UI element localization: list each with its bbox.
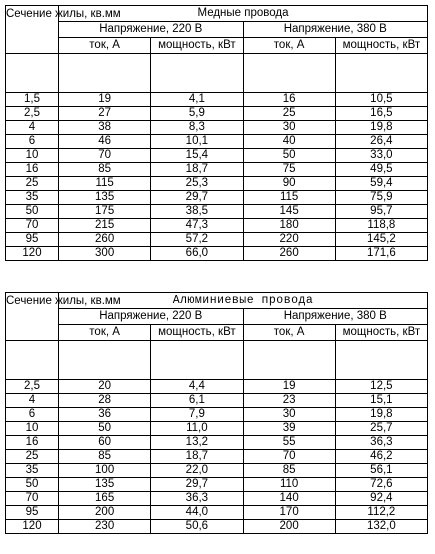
copper-power-380-cell: 26,4 xyxy=(335,135,427,149)
aluminum-section-cell: 6 xyxy=(6,408,59,422)
copper-table-row xyxy=(6,149,428,163)
copper-section-cell: 6 xyxy=(6,135,59,149)
copper-power-220-cell: 8,3 xyxy=(151,121,243,135)
copper-current-380-cell: 75 xyxy=(243,163,335,177)
aluminum-power-220-cell: 4,4 xyxy=(151,380,243,394)
copper-table-row xyxy=(6,247,428,261)
copper-section-cell: 50 xyxy=(6,205,59,219)
aluminum-table-row xyxy=(6,422,428,436)
copper-current-220-cell: 70 xyxy=(59,149,151,163)
copper-power-380-cell: 118,8 xyxy=(335,219,427,233)
aluminum-section-cell: 70 xyxy=(6,492,59,506)
aluminum-current-220-cell: 135 xyxy=(59,478,151,492)
copper-current-380-cell: 50 xyxy=(243,149,335,163)
aluminum-section-cell: 50 xyxy=(6,478,59,492)
aluminum-header-row-2 xyxy=(6,309,428,325)
aluminum-current-380-cell: 85 xyxy=(243,464,335,478)
copper-current-220-cell: 175 xyxy=(59,205,151,219)
copper-table-row xyxy=(6,163,428,177)
copper-table-row xyxy=(6,219,428,233)
copper-voltage-220: Напряжение, 220 В xyxy=(59,22,244,38)
aluminum-power-220-cell: 22,0 xyxy=(151,464,243,478)
aluminum-section-cell: 25 xyxy=(6,450,59,464)
aluminum-section-cell: 2,5 xyxy=(6,380,59,394)
copper-power-380-cell: 49,5 xyxy=(335,163,427,177)
aluminum-spacer-row xyxy=(6,341,428,380)
copper-power-220-cell: 29,7 xyxy=(151,191,243,205)
copper-section-cell: 2,5 xyxy=(6,107,59,121)
copper-power-220-cell: 47,3 xyxy=(151,219,243,233)
aluminum-current-380-cell: 140 xyxy=(243,492,335,506)
copper-power-220-cell: 15,4 xyxy=(151,149,243,163)
aluminum-current-220-cell: 60 xyxy=(59,436,151,450)
copper-section-cell: 95 xyxy=(6,233,59,247)
copper-section-cell: 10 xyxy=(6,149,59,163)
copper-section-cell: 120 xyxy=(6,247,59,261)
aluminum-spacer-cell xyxy=(6,341,59,380)
aluminum-power-220-cell: 50,6 xyxy=(151,520,243,534)
copper-power-220-cell: 18,7 xyxy=(151,163,243,177)
copper-power-380-cell: 10,5 xyxy=(335,93,427,107)
aluminum-section-cell: 95 xyxy=(6,506,59,520)
aluminum-header-row-3 xyxy=(6,325,428,341)
aluminum-current-380-cell: 55 xyxy=(243,436,335,450)
copper-current-220-cell: 260 xyxy=(59,233,151,247)
copper-spacer-cell xyxy=(151,54,243,93)
aluminum-voltage-380: Напряжение, 380 В xyxy=(243,309,428,325)
copper-spacer-cell xyxy=(243,54,335,93)
aluminum-current-380-cell: 39 xyxy=(243,422,335,436)
aluminum-table-row xyxy=(6,450,428,464)
copper-power-220-cell: 10,1 xyxy=(151,135,243,149)
copper-title: Медные провода xyxy=(59,6,428,22)
copper-current-380-cell: 25 xyxy=(243,107,335,121)
aluminum-power-380-header: мощность, кВт xyxy=(335,325,427,341)
aluminum-power-220-cell: 13,2 xyxy=(151,436,243,450)
copper-current-220-cell: 215 xyxy=(59,219,151,233)
copper-power-220-cell: 57,2 xyxy=(151,233,243,247)
copper-power-220-cell: 66,0 xyxy=(151,247,243,261)
copper-table-row xyxy=(6,107,428,121)
aluminum-current-380-cell: 19 xyxy=(243,380,335,394)
aluminum-power-220-cell: 29,7 xyxy=(151,478,243,492)
aluminum-current-220-cell: 230 xyxy=(59,520,151,534)
copper-table-row xyxy=(6,177,428,191)
aluminum-table-row xyxy=(6,394,428,408)
aluminum-power-380-cell: 72,6 xyxy=(335,478,427,492)
copper-current-380-cell: 90 xyxy=(243,177,335,191)
aluminum-current-220-cell: 28 xyxy=(59,394,151,408)
aluminum-power-380-cell: 15,1 xyxy=(335,394,427,408)
aluminum-voltage-220: Напряжение, 220 В xyxy=(59,309,244,325)
copper-spacer-cell xyxy=(6,54,59,93)
aluminum-current-220-cell: 165 xyxy=(59,492,151,506)
aluminum-power-380-cell: 19,8 xyxy=(335,408,427,422)
aluminum-current-380-cell: 30 xyxy=(243,408,335,422)
aluminum-power-380-cell: 92,4 xyxy=(335,492,427,506)
copper-table-row xyxy=(6,233,428,247)
copper-current-220-cell: 135 xyxy=(59,191,151,205)
aluminum-power-380-cell: 132,0 xyxy=(335,520,427,534)
aluminum-header-row-1 xyxy=(6,293,428,309)
copper-current-380-cell: 115 xyxy=(243,191,335,205)
aluminum-power-380-cell: 36,3 xyxy=(335,436,427,450)
aluminum-table-row xyxy=(6,506,428,520)
copper-power-380-cell: 59,4 xyxy=(335,177,427,191)
copper-section-cell: 25 xyxy=(6,177,59,191)
aluminum-current-380-cell: 170 xyxy=(243,506,335,520)
aluminum-current-380-cell: 70 xyxy=(243,450,335,464)
copper-section-cell: 35 xyxy=(6,191,59,205)
aluminum-power-380-cell: 56,1 xyxy=(335,464,427,478)
copper-current-380-cell: 220 xyxy=(243,233,335,247)
aluminum-power-380-cell: 112,2 xyxy=(335,506,427,520)
copper-current-220-header: ток, А xyxy=(59,38,151,54)
copper-header-row-3 xyxy=(6,38,428,54)
copper-current-380-cell: 180 xyxy=(243,219,335,233)
copper-power-220-header: мощность, кВт xyxy=(151,38,243,54)
aluminum-section-cell: 35 xyxy=(6,464,59,478)
aluminum-section-cell: 10 xyxy=(6,422,59,436)
aluminum-power-220-cell: 6,1 xyxy=(151,394,243,408)
aluminum-power-220-cell: 11,0 xyxy=(151,422,243,436)
aluminum-spacer-cell xyxy=(59,341,151,380)
aluminum-section-header: Сечение жилы, кв.мм xyxy=(6,293,59,341)
aluminum-current-380-header: ток, А xyxy=(243,325,335,341)
copper-table-row xyxy=(6,121,428,135)
aluminum-current-220-header: ток, А xyxy=(59,325,151,341)
aluminum-current-220-cell: 50 xyxy=(59,422,151,436)
copper-current-380-cell: 260 xyxy=(243,247,335,261)
copper-power-220-cell: 38,5 xyxy=(151,205,243,219)
copper-current-220-cell: 46 xyxy=(59,135,151,149)
copper-section-cell: 16 xyxy=(6,163,59,177)
copper-section-cell: 4 xyxy=(6,121,59,135)
copper-table-body xyxy=(6,6,428,261)
aluminum-power-220-cell: 44,0 xyxy=(151,506,243,520)
aluminum-power-380-cell: 46,2 xyxy=(335,450,427,464)
copper-current-220-cell: 38 xyxy=(59,121,151,135)
copper-current-220-cell: 85 xyxy=(59,163,151,177)
aluminum-section-cell: 120 xyxy=(6,520,59,534)
copper-current-220-cell: 27 xyxy=(59,107,151,121)
copper-current-220-cell: 19 xyxy=(59,93,151,107)
aluminum-table-row xyxy=(6,436,428,450)
aluminum-spacer-cell xyxy=(335,341,427,380)
copper-power-220-cell: 5,9 xyxy=(151,107,243,121)
copper-voltage-380: Напряжение, 380 В xyxy=(243,22,428,38)
aluminum-power-380-cell: 25,7 xyxy=(335,422,427,436)
aluminum-power-220-cell: 7,9 xyxy=(151,408,243,422)
aluminum-wire-table xyxy=(5,292,428,534)
aluminum-table-row xyxy=(6,464,428,478)
copper-power-380-header: мощность, кВт xyxy=(335,38,427,54)
copper-current-380-header: ток, А xyxy=(243,38,335,54)
copper-power-380-cell: 19,8 xyxy=(335,121,427,135)
copper-current-220-cell: 115 xyxy=(59,177,151,191)
copper-current-380-cell: 30 xyxy=(243,121,335,135)
aluminum-power-220-header: мощность, кВт xyxy=(151,325,243,341)
aluminum-current-380-cell: 110 xyxy=(243,478,335,492)
aluminum-current-220-cell: 200 xyxy=(59,506,151,520)
aluminum-table-row xyxy=(6,492,428,506)
copper-header-row-1 xyxy=(6,6,428,22)
aluminum-power-220-cell: 36,3 xyxy=(151,492,243,506)
aluminum-current-380-cell: 23 xyxy=(243,394,335,408)
copper-section-cell: 1,5 xyxy=(6,93,59,107)
copper-power-380-cell: 171,6 xyxy=(335,247,427,261)
copper-spacer-row xyxy=(6,54,428,93)
aluminum-table-row xyxy=(6,380,428,394)
aluminum-power-220-cell: 18,7 xyxy=(151,450,243,464)
copper-spacer-cell xyxy=(59,54,151,93)
aluminum-section-cell: 16 xyxy=(6,436,59,450)
aluminum-table-body xyxy=(6,293,428,534)
aluminum-spacer-cell xyxy=(243,341,335,380)
copper-power-220-cell: 25,3 xyxy=(151,177,243,191)
aluminum-current-220-cell: 100 xyxy=(59,464,151,478)
copper-table-row xyxy=(6,93,428,107)
aluminum-spacer-cell xyxy=(151,341,243,380)
aluminum-power-380-cell: 12,5 xyxy=(335,380,427,394)
aluminum-current-220-cell: 85 xyxy=(59,450,151,464)
copper-power-380-cell: 75,9 xyxy=(335,191,427,205)
copper-power-220-cell: 4,1 xyxy=(151,93,243,107)
copper-header-row-2 xyxy=(6,22,428,38)
copper-spacer-cell xyxy=(335,54,427,93)
aluminum-title: Алюминиевые провода xyxy=(59,293,428,309)
copper-current-220-cell: 300 xyxy=(59,247,151,261)
copper-current-380-cell: 16 xyxy=(243,93,335,107)
aluminum-table-row xyxy=(6,408,428,422)
copper-power-380-cell: 145,2 xyxy=(335,233,427,247)
copper-current-380-cell: 145 xyxy=(243,205,335,219)
copper-current-380-cell: 40 xyxy=(243,135,335,149)
aluminum-section-cell: 4 xyxy=(6,394,59,408)
copper-section-header: Сечение жилы, кв.мм xyxy=(6,6,59,54)
copper-power-380-cell: 16,5 xyxy=(335,107,427,121)
copper-table-row xyxy=(6,191,428,205)
copper-table-row xyxy=(6,205,428,219)
aluminum-current-220-cell: 20 xyxy=(59,380,151,394)
copper-power-380-cell: 95,7 xyxy=(335,205,427,219)
aluminum-table-row xyxy=(6,478,428,492)
aluminum-current-380-cell: 200 xyxy=(243,520,335,534)
copper-table-row xyxy=(6,135,428,149)
copper-power-380-cell: 33,0 xyxy=(335,149,427,163)
copper-wire-table xyxy=(5,5,428,261)
copper-section-cell: 70 xyxy=(6,219,59,233)
aluminum-table-row xyxy=(6,520,428,534)
aluminum-current-220-cell: 36 xyxy=(59,408,151,422)
